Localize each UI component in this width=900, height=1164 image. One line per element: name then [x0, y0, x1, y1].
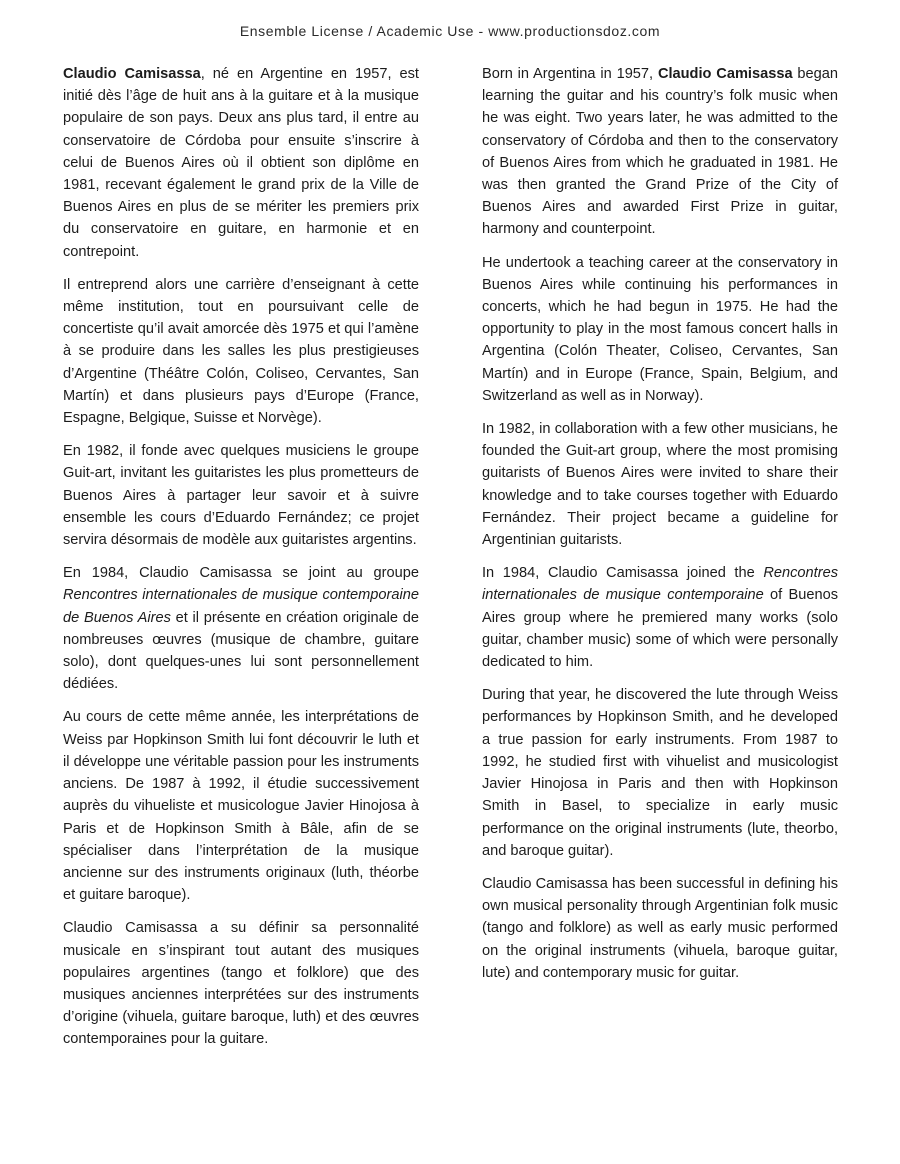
french-paragraph-4 [63, 562, 419, 695]
french-paragraph-4-start: En 1984, Claudio Camisassa se joint au groupe [63, 565, 419, 582]
english-paragraph-4-end: of Buenos Aires group where he premiered many works (solo guitar, chamber music) some of which were personally dedicated to him. [482, 587, 839, 671]
english-column [482, 63, 838, 995]
french-paragraph-1 [63, 63, 419, 263]
french-paragraph-4-end: et il présente en création originale de nombreuses œuvres (musique de chambre, guitare solo), dont quelques-unes lui sont personnellement dédiées. [63, 609, 420, 693]
english-paragraph-5: During that year, he discovered the lute through Weiss performances by Hopkinson Smith, and he developed a true passion for early instruments. From 1987 to 1992, he studied first with vihuelist and musicologist Javier Hinojosa in Paris and then with Hopkinson Smith in Basel, to specialize in early music performance on the original instruments (lute, theorbo, and baroque guitar). [482, 687, 838, 859]
english-paragraph-4-start: In 1984, Claudio Camisassa joined the [482, 565, 764, 582]
page-header: Ensemble License / Academic Use - www.productionsdoz.com [239, 23, 661, 39]
french-column [63, 63, 419, 1062]
english-artist-name: Claudio Camisassa [657, 66, 793, 82]
french-paragraph-3: En 1982, il fonde avec quelques musiciens le groupe Guit-art, invitant les guitaristes les plus prometteurs de Buenos Aires à partager leur savoir et à suivre ensemble les cours d’Eduardo Fernández; ce projet servira désormais de modèle aux guitaristes argentins. [63, 443, 419, 549]
english-paragraph-1-end: began learning the guitar and his country’s folk music when he was eight. Two years later, he was admitted to the conservatory of Córdoba and then to the conservatory of Buenos Aires from which he graduated in 1981. He was then granted the Grand Prize of the City of Buenos Aires and awarded First Prize in guitar, harmony and counterpoint. [482, 66, 838, 238]
french-paragraph-5: Au cours de cette même année, les interprétations de Weiss par Hopkinson Smith lui font découvrir le luth et il développe une véritable passion pour les instruments anciens. De 1987 à 1992, il étudie successivement auprès du vihueliste et musicologue Javier Hinojosa à Paris et de Hopkinson Smith à Bâle, afin de se spécialiser dans l’interprétation de la musique ancienne sur des instruments originaux (luth, théorbe et guitare baroque). [63, 709, 419, 904]
english-paragraph-1 [482, 63, 838, 241]
french-paragraph-6: Claudio Camisassa a su définir sa personnalité musicale en s’inspirant tout autant des musiques populaires argentines (tango et folklore) que des musiques anciennes interprétées sur des instruments d’origine (vihuela, guitare baroque, luth) et des œuvres contemporaines pour la guitare. [63, 920, 419, 1048]
english-paragraph-6: Claudio Camisassa has been successful in defining his own musical personality through Argentinian folk music (tango and folklore) as well as early music performed on the original instruments (vihuela, baroque guitar, lute) and contemporary music for guitar. [482, 875, 838, 981]
english-paragraph-1-start: Born in Argentina in 1957, [482, 66, 658, 82]
english-paragraph-4-italic: Rencontres internationales de musique contemporaine [482, 565, 838, 604]
english-paragraph-3: In 1982, in collaboration with a few other musicians, he founded the Guit-art group, where the most promising guitarists of Buenos Aires were invited to share their knowledge and to take courses together with Eduardo Fernández. Their project became a guideline for Argentinian guitarists. [482, 421, 838, 549]
english-paragraph-4 [482, 562, 838, 673]
french-paragraph-2: Il entreprend alors une carrière d’enseignant à cette même institution, tout en poursuivant celle de concertiste qu’il avait amorcée dès 1975 et qui l’amène à se produire dans les salles les plus prestigieuses d’Argentine (Théâtre Colón, Coliseo, Cervantes, San Martín) et dans plusieurs pays d’Europe (France, Espagne, Belgique, Suisse et Norvège). [63, 276, 419, 427]
french-paragraph-1-text: , né en Argentine en 1957, est initié dès l’âge de huit ans à la guitare et à la musique populaire de son pays. Deux ans plus tard, il entre au conservatoire de Córdoba pour ensuite s’inscrire à celui de Buenos Aires où il obtient son diplôme en 1981, recevant également le grand prix de la Ville de Buenos Aires en plus de se mériter les premiers prix du conservatoire en guitare, en harmonie et en contrepoint. [63, 66, 419, 260]
english-paragraph-2: He undertook a teaching career at the conservatory in Buenos Aires while continuing his performances in concerts, which he had begun in 1975. He had the opportunity to play in the most famous concert halls in Argentina (Colón Theater, Coliseo, Cervantes, San Martín) and in Europe (France, Spain, Belgium, and Switzerland as well as in Norway). [482, 254, 838, 404]
french-paragraph-4-italic: Rencontres internationales de musique contemporaine de Buenos Aires [63, 587, 419, 626]
french-artist-name: Claudio Camisassa [63, 66, 201, 82]
